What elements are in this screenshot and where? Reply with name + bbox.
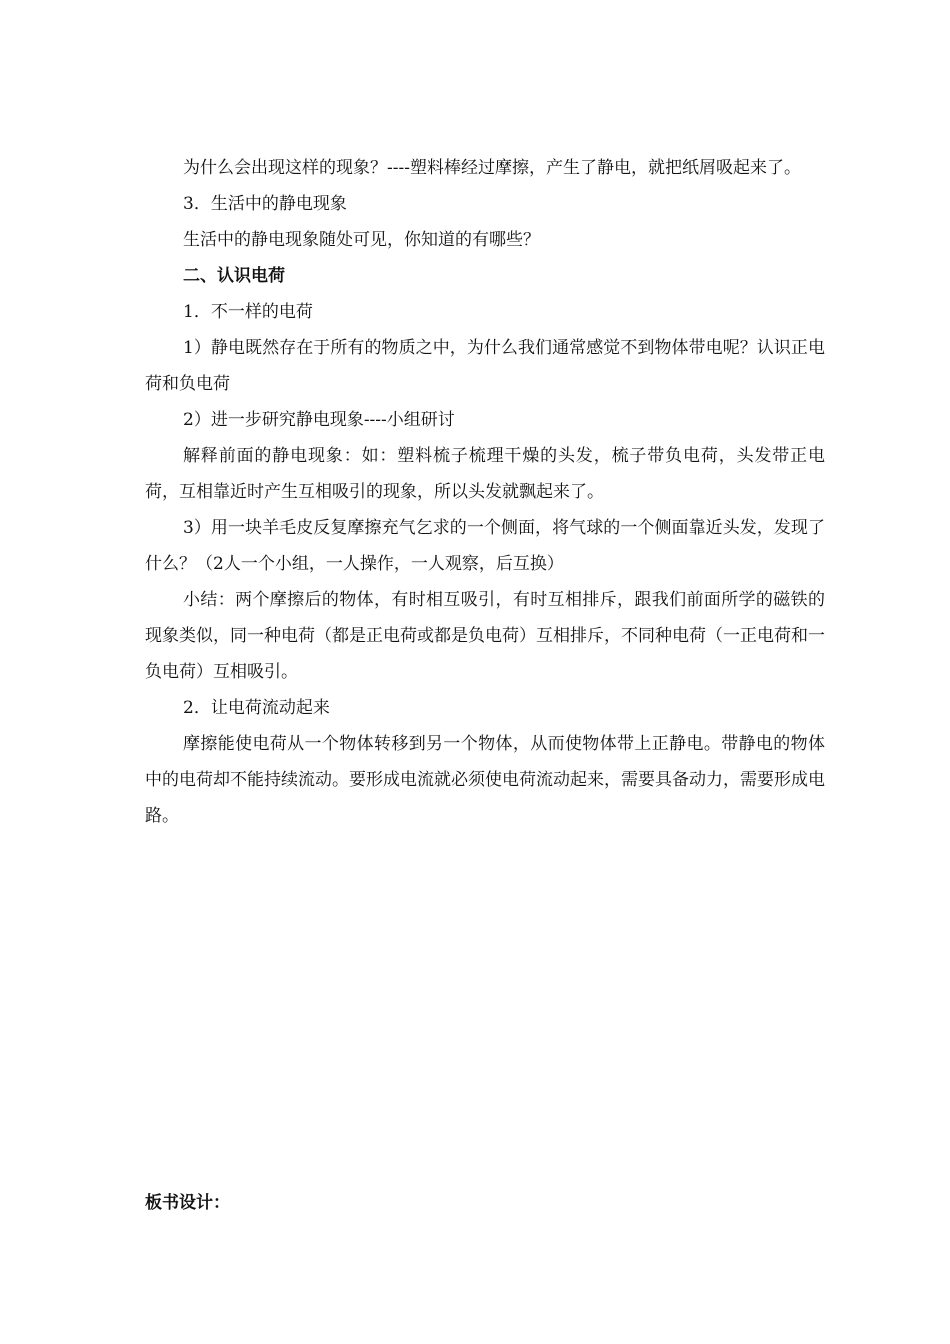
document-body xyxy=(145,150,825,834)
paragraph-comb-explanation: 解释前面的静电现象：如：塑料梳子梳理干燥的头发，梳子带负电荷，头发带正电荷，互相靠近时产生互相吸引的现象，所以头发就飘起来了。 xyxy=(145,446,825,502)
paragraph-balloon-experiment: 3）用一块羊毛皮反复摩擦充气乞求的一个侧面，将气球的一个侧面靠近头发，发现了什么？（2人一个小组，一人操作，一人观察，后互换） xyxy=(145,518,825,574)
paragraph-static-examples-question: 生活中的静电现象随处可见，你知道的有哪些？ xyxy=(183,230,540,250)
board-design-label: 板书设计： xyxy=(145,1193,230,1213)
paragraph-summary: 小结：两个摩擦后的物体，有时相互吸引，有时互相排斥，跟我们前面所学的磁铁的现象类似，同一种电荷（都是正电荷或都是负电荷）互相排斥，不同种电荷（一正电荷和一负电荷）互相吸引。 xyxy=(145,590,825,682)
paragraph-positive-negative-charge: 1）静电既然存在于所有的物质之中，为什么我们通常感觉不到物体带电呢？认识正电荷和负电荷 xyxy=(145,338,825,394)
paragraph-current-formation: 摩擦能使电荷从一个物体转移到另一个物体，从而使物体带上正静电。带静电的物体中的电荷却不能持续流动。要形成电流就必须使电荷流动起来，需要具备动力，需要形成电路。 xyxy=(145,734,825,826)
paragraph-group-study: 2）进一步研究静电现象----小组研讨 xyxy=(183,410,455,430)
subheading-different-charges: 1．不一样的电荷 xyxy=(183,302,313,322)
subheading-charge-flow: 2．让电荷流动起来 xyxy=(183,698,330,718)
section-heading-charges: 二、认识电荷 xyxy=(183,266,285,286)
subheading-static-in-life: 3．生活中的静电现象 xyxy=(183,194,347,214)
paragraph-phenomenon-explanation: 为什么会出现这样的现象？----塑料棒经过摩擦，产生了静电，就把纸屑吸起来了。 xyxy=(183,158,801,178)
